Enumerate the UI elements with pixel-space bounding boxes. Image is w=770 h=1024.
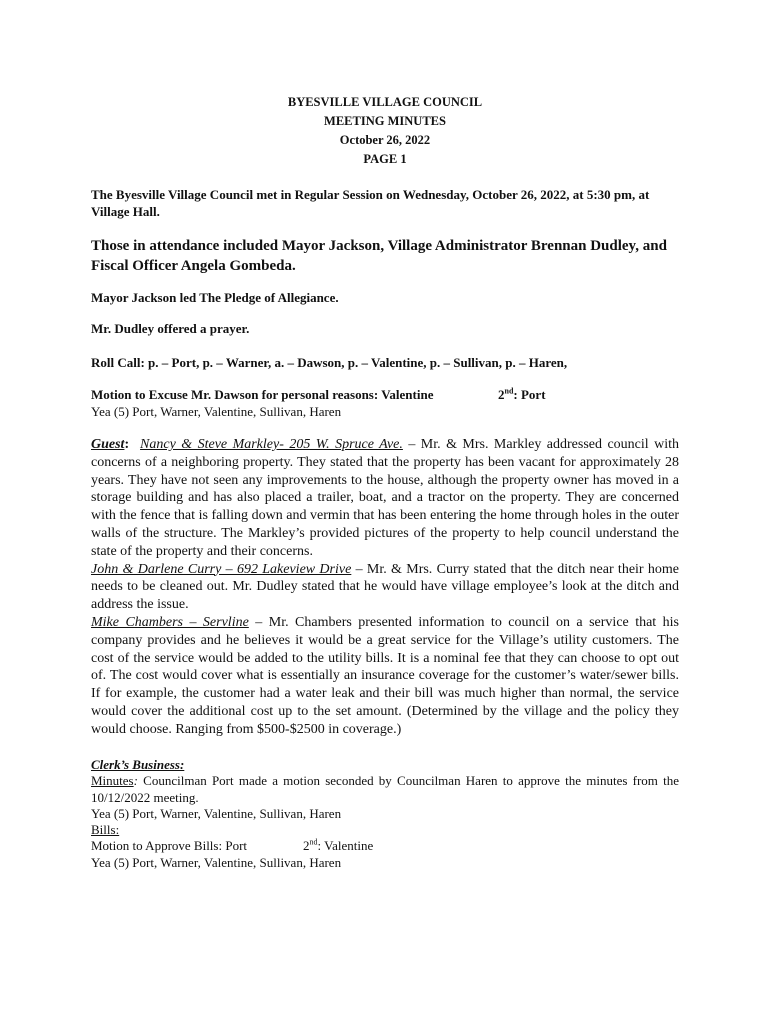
page-number: PAGE 1 bbox=[363, 152, 407, 166]
guest-name-curry: John & Darlene Curry – 692 Lakeview Drive bbox=[91, 561, 352, 577]
minutes-vote: Yea (5) Port, Warner, Valentine, Sullivan, Haren bbox=[91, 805, 342, 821]
motion-excuse-block bbox=[91, 386, 679, 420]
council-name: BYESVILLE VILLAGE COUNCIL bbox=[287, 95, 483, 109]
bills-vote: Yea (5) Port, Warner, Valentine, Sullivan, Haren bbox=[91, 854, 342, 870]
attendance-paragraph: Those in attendance included Mayor Jackson, Village Administrator Brennan Dudley, and Fiscal Officer Angela Gombeda. bbox=[91, 238, 667, 274]
header-block bbox=[91, 93, 679, 169]
guest-text-curry: – Mr. & Mrs. Curry stated that the ditch near their home needs to be cleaned out. Mr. Dudley stated that he would have village employee’s look at the ditch and address the issue. bbox=[91, 561, 679, 613]
minutes-label: Minutes bbox=[91, 773, 134, 789]
guest-label: Guest bbox=[91, 437, 125, 452]
guest-item-curry bbox=[91, 561, 679, 614]
roll-call-line: Roll Call: p. – Port, p. – Warner, a. – Dawson, p. – Valentine, p. – Sullivan, p. – Haren, bbox=[91, 355, 568, 370]
motion-excuse-vote: Yea (5) Port, Warner, Valentine, Sullivan, Haren bbox=[91, 404, 342, 419]
guest-name-markley: Nancy & Steve Markley- 205 W. Spruce Ave. bbox=[140, 437, 403, 452]
intro-paragraph: The Byesville Village Council met in Regular Session on Wednesday, October 26, 2022, at 5:30 pm, at Village Hall. bbox=[91, 187, 650, 219]
guest-item-chambers bbox=[91, 614, 679, 739]
guest-text-markley: – Mr. & Mrs. Markley addressed council with concerns of a neighboring property. They stated that the property has been vacant for approximately 28 years. They have not seen any improvements to the house, although the property owner has moved in a storage building and has also placed a trailer, boat, and a tractor on the property. They are concerned with the fence that is falling down and vermin that has been entering the home through holes in the outer walls of the structure. The Markley’s provided pictures of the property to help council understand the state of the property and their concerns. bbox=[91, 437, 680, 559]
minutes-text: Councilman Port made a motion seconded by Councilman Haren to approve the minutes from the 10/12/2022 meeting. bbox=[91, 773, 679, 805]
clerk-section bbox=[91, 757, 679, 871]
bills-second: 2nd: Valentine bbox=[303, 838, 374, 854]
guest-text-chambers: – Mr. Chambers presented information to council on a service that his company provides and he believes it would be a great service for the Village’s utility customers. The cost of the service would be added to the utility bills. It is a nominal fee that they can choose to opt out of. The cost would cover what is essentially an insurance coverage for the customer’s water/sewer bills. If for example, the customer had a water leak and their bill was much higher than normal, the service would cover the additional cost up to the set amount. (Determined by the village and the policy they would choose. Ranging from $500-$2500 in coverage.) bbox=[91, 614, 680, 737]
bills-motion: Motion to Approve Bills: Port bbox=[91, 838, 248, 854]
motion-excuse-text: Motion to Excuse Mr. Dawson for personal reasons: Valentine bbox=[91, 387, 434, 402]
bills-label: Bills: bbox=[91, 822, 120, 838]
bills-motion-line bbox=[91, 838, 679, 854]
minutes-item: Minutes: Councilman Port made a motion seconded by Councilman Haren to approve the minutes from the 10/12/2022 meeting. bbox=[91, 773, 679, 805]
guest-item-markley: Guest: Nancy & Steve Markley- 205 W. Spruce Ave. – Mr. & Mrs. Markley addressed council with concerns of a neighboring property. They stated that the property has been vacant for approximately 28 years. They have not seen any improvements to the house, although the property owner has moved in a storage building and has also placed a trailer, boat, and a tractor on the property. They are concerned with the fence that is falling down and vermin that has been entering the home through holes in the outer walls of the structure. The Markley’s provided pictures of the property to help council understand the state of the property and their concerns. bbox=[91, 437, 680, 559]
document-title: MEETING MINUTES bbox=[324, 114, 446, 128]
prayer-line: Mr. Dudley offered a prayer. bbox=[91, 321, 250, 336]
meeting-date: October 26, 2022 bbox=[339, 133, 431, 147]
guest-name-chambers: Mike Chambers – Servline bbox=[91, 614, 249, 630]
motion-excuse-second: 2nd: Port bbox=[498, 386, 546, 402]
guest-section bbox=[91, 436, 679, 739]
pledge-line: Mayor Jackson led The Pledge of Allegiance. bbox=[91, 290, 339, 305]
clerk-heading: Clerk’s Business: bbox=[91, 757, 185, 772]
